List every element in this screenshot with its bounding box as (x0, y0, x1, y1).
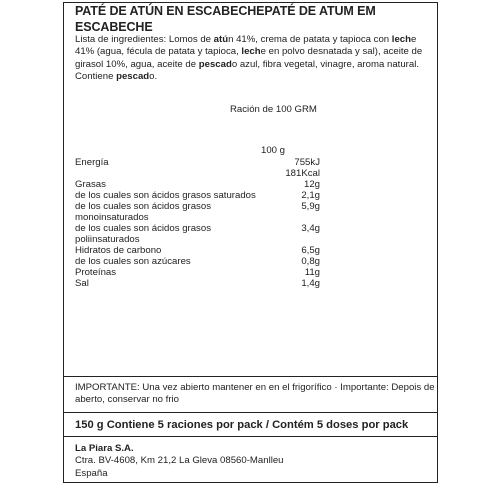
nutrition-row (75, 256, 425, 267)
nutrient-name: de los cuales son ácidos grasos saturados (75, 190, 256, 201)
divider-rule (64, 412, 437, 413)
nutrient-name: Hidratos de carbono (75, 245, 162, 256)
serving-size-label: Ración de 100 GRM (230, 104, 317, 115)
company-info (75, 443, 435, 480)
nutrient-name: Sal (75, 278, 89, 289)
nutrition-row (75, 267, 425, 278)
nutrient-value: 181Kcal (285, 168, 320, 179)
nutrition-header-spacer (75, 145, 265, 156)
allergen-text: pescad (116, 71, 150, 83)
nutrition-row (75, 179, 425, 190)
nutrient-value: 11g (304, 267, 320, 278)
ingredients-list (75, 34, 435, 84)
nutrient-name: Grasas (75, 179, 106, 190)
ingredient-text: e en polvo desnatada y sal), aceite de girasol 10%, agua, aceite de (75, 46, 423, 70)
company-name: La Piara S.A. (75, 443, 134, 454)
nutrient-value: 6,5g (301, 245, 320, 256)
ingredient-text: o azul, fibra vegetal, vinagre, aroma natural. Contiene (75, 58, 420, 83)
ingredient-text: e 41% (agua, fécula de patata y tapioca, (75, 34, 417, 58)
nutrition-table (75, 145, 425, 289)
nutrition-row (75, 278, 425, 289)
allergen-text: pescad (198, 58, 232, 70)
allergen-text: atú (213, 34, 229, 45)
nutrition-row (75, 157, 425, 179)
nutrient-name: Proteínas (75, 267, 117, 278)
nutrient-name: de los cuales son ácidos grasos poliinsaturados (75, 223, 211, 245)
nutrient-value: 2,1g (301, 190, 320, 201)
nutrition-row (75, 201, 425, 223)
nutrient-name: Energía (75, 157, 109, 168)
nutrition-header-row (75, 145, 425, 156)
nutrient-value: 3,4g (301, 223, 320, 234)
product-title: PATÉ DE ATÚN EN ESCABECHEPATÉ DE ATUM EM ESCABECHE (75, 4, 376, 34)
nutrient-value: 755kJ (294, 157, 320, 168)
nutrition-header-value: 100 g (261, 145, 286, 156)
allergen-text: lech (391, 34, 411, 45)
ingredient-text: o. (149, 71, 158, 83)
pack-info: 150 g Contiene 5 raciones por pack / Contém 5 doses por pack (75, 419, 409, 431)
nutrient-name: de los cuales son ácidos grasos monoinsaturados (75, 201, 211, 223)
nutrient-value: 5,9g (301, 201, 320, 212)
nutrition-row (75, 190, 425, 201)
ingredient-text: Lista de ingredientes: Lomos de (75, 34, 214, 45)
nutrient-name: de los cuales son azúcares (75, 256, 191, 267)
company-address: Ctra. BV-4608, Km 21,2 La Gleva 08560-Manlleu (75, 455, 284, 467)
company-country: España (75, 467, 108, 479)
nutrient-value: 12g (303, 179, 320, 190)
storage-notice: IMPORTANTE: Una vez abierto mantener en en el frigorífico · Importante: Depois de aberto, conservar no frio (75, 382, 435, 406)
nutrient-value: 0,8g (301, 256, 320, 267)
nutrition-row (75, 245, 425, 256)
allergen-text: lech (241, 46, 261, 58)
nutrition-row (75, 223, 425, 245)
ingredient-text: n 41%, crema de patata y tapioca con (228, 34, 392, 45)
nutrient-value: 1,4g (301, 278, 320, 289)
divider-rule (64, 376, 437, 377)
divider-rule (64, 436, 437, 437)
